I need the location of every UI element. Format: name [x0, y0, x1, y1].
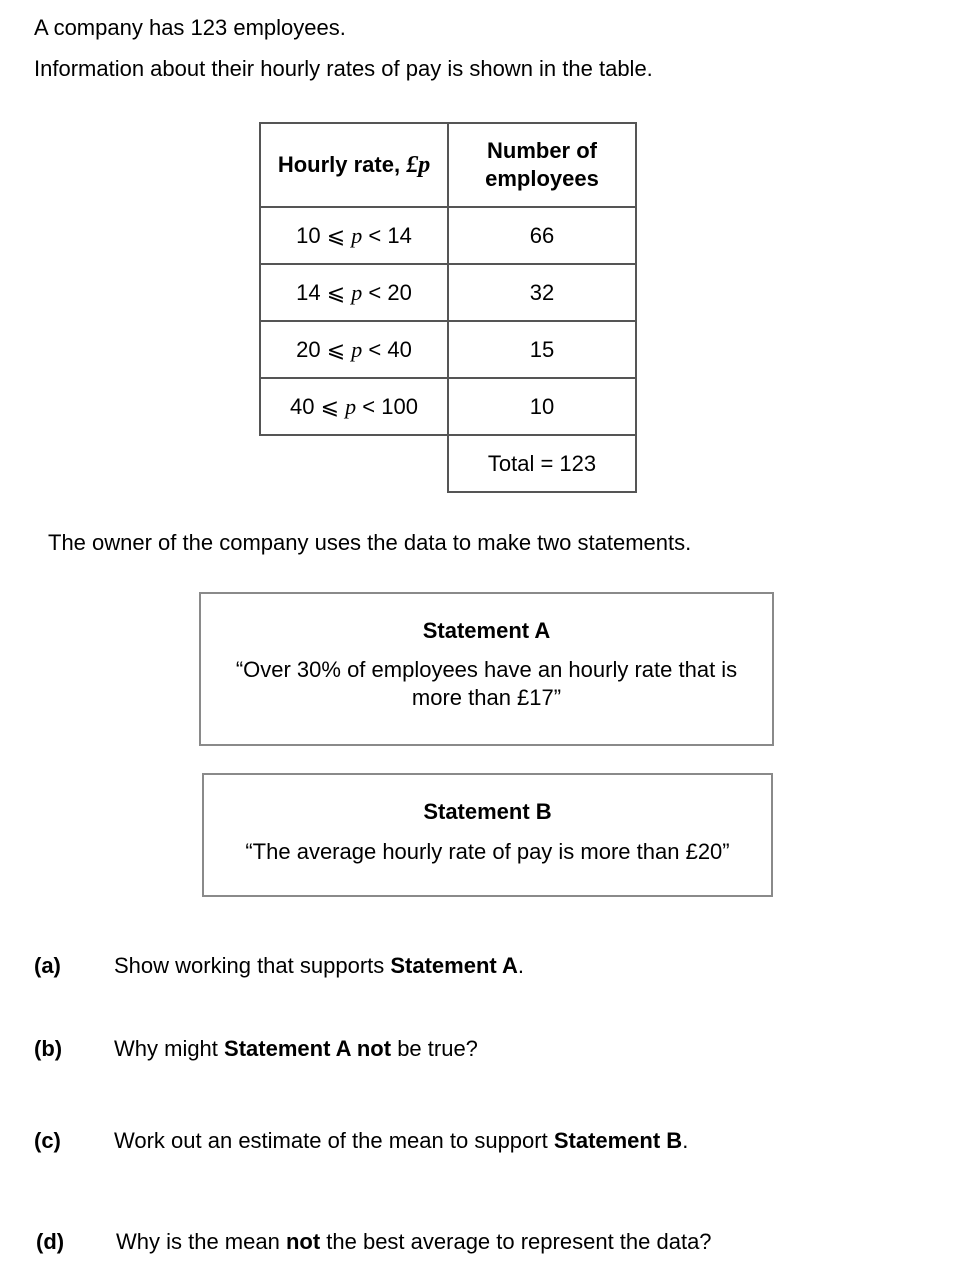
table-row: [260, 264, 636, 321]
statement-a-line-1: “Over 30% of employees have an hourly rate that is: [235, 657, 738, 682]
statement-b-box: [202, 773, 773, 897]
table-total-row: [260, 435, 636, 492]
header-rate-label: Hourly rate,: [277, 152, 407, 177]
question-a-label: (a): [34, 953, 61, 978]
table-row: [260, 207, 636, 264]
header-number-of-employees: [448, 123, 636, 207]
intro-line-1: A company has 123 employees.: [34, 15, 346, 40]
intro-line-2: Information about their hourly rates of pay is shown in the table.: [34, 56, 653, 81]
question-a-text: Show working that supports Statement A.: [114, 953, 525, 978]
statement-a-line-2: more than £17”: [411, 685, 562, 710]
question-d-text: Why is the mean not the best average to represent the data?: [116, 1229, 712, 1254]
total-cell: Total = 123: [448, 435, 636, 492]
table-header-row: [260, 123, 636, 207]
header-rate-variable: £p: [406, 152, 431, 178]
rate-interval: 10 ⩽ p < 14: [260, 207, 448, 264]
employee-count: 10: [448, 378, 636, 435]
question-b-text: Why might Statement A not be true?: [114, 1036, 478, 1061]
question-c-text: Work out an estimate of the mean to support Statement B.: [114, 1128, 689, 1153]
statement-b-line-1: “The average hourly rate of pay is more than £20”: [245, 839, 730, 864]
table-row: [260, 321, 636, 378]
header-hourly-rate: [260, 123, 448, 207]
employee-count: 32: [448, 264, 636, 321]
blank-cell: [260, 435, 448, 492]
header-count-line-1: Number of: [487, 138, 597, 163]
statement-b-title: Statement B: [423, 799, 552, 824]
owner-statement-intro: The owner of the company uses the data to make two statements.: [48, 530, 692, 555]
employee-count: 66: [448, 207, 636, 264]
header-count-line-2: employees: [485, 166, 599, 191]
question-d-label: (d): [36, 1229, 65, 1254]
employee-count: 15: [448, 321, 636, 378]
rate-interval: 40 ⩽ p < 100: [260, 378, 448, 435]
statement-a-title: Statement A: [422, 618, 551, 643]
rate-interval: 20 ⩽ p < 40: [260, 321, 448, 378]
pay-rate-table: [259, 122, 637, 493]
question-c-label: (c): [34, 1128, 61, 1153]
question-b-label: (b): [34, 1036, 63, 1061]
rate-interval: 14 ⩽ p < 20: [260, 264, 448, 321]
table-row: [260, 378, 636, 435]
statement-a-box: [199, 592, 774, 746]
